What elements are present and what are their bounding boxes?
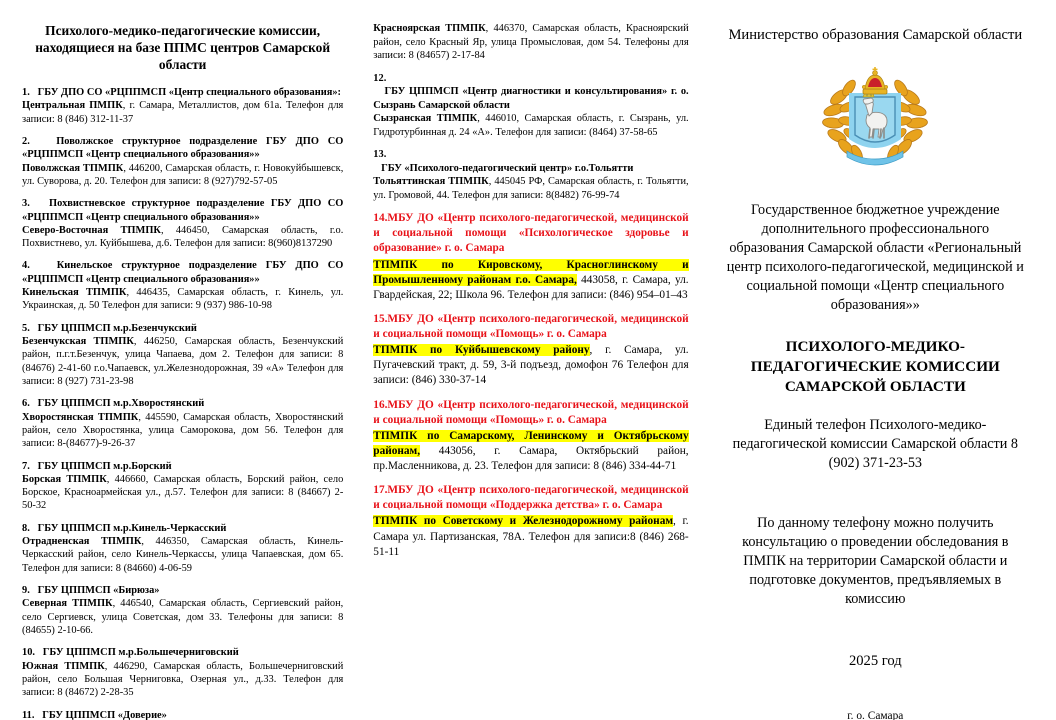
- middle-entry-list: [373, 72, 688, 560]
- pmpk-address-text: , 446200, Самарская область, г. Новокуйбышевск, ул. Суворова, д. 20. Телефон для записи: 8 (927)792-57-05: [22, 162, 344, 187]
- pmpk-address-text: , 446660, Самарская область, Борский район, село Борское, Красноармейская ул., д.57. Телефон для записи: 8 (84667) 2-50-32: [22, 473, 344, 512]
- pmpk-heading: ПСИХОЛОГО-МЕДИКО-ПЕДАГОГИЧЕСКИЕ КОМИССИИ САМАРСКОЙ ОБЛАСТИ: [750, 338, 1000, 395]
- pmpk-entry: [22, 522, 343, 575]
- imperial-crown: [863, 67, 889, 94]
- entry-address: [22, 473, 343, 513]
- pmpk-name: Борская ТПМПК: [22, 473, 107, 485]
- pmpk-address: , 446370, Самарская область, Красноярский район, село Красный Яр, улица Промысловая, дом 54. Телефоны для записи: 8 (84657) 2-17-84: [373, 23, 689, 62]
- brochure-title: Психолого-медико-педагогические комиссии, находящиеся на базе ППМС центров Самарской области: [35, 23, 331, 73]
- entry-organization: 11. ГБУ ЦППМСП «Доверие»: [22, 709, 167, 720]
- pmpk-entry: [373, 398, 688, 475]
- entry-continuation: [373, 22, 688, 63]
- entry-organization-text: МБУ ДО «Центр психолого-педагогической, медицинской и социальной помощи «Психологическое здоровье и образование» г. о. Самара: [373, 212, 689, 255]
- highlighted-pmpk-name: ТПМПК по Куйбышевскому району: [373, 344, 590, 357]
- pmpk-entry: [22, 135, 343, 188]
- right-column: [699, 22, 1048, 720]
- entry-address: [22, 535, 343, 575]
- pmpk-entry: [373, 211, 688, 303]
- entry-number: 13.: [373, 149, 387, 161]
- highlighted-pmpk-name: ТПМПК по Кировскому, Красноглинскому и Промышленному районам г.о. Самара,: [373, 258, 689, 286]
- entry-organization: 5. ГБУ ЦППМСП м.р.Безенчукский: [22, 322, 197, 334]
- entry-organization-text: ГБУ ЦППМСП «Центр диагностики и консультирования» г. о. Сызрань Самарской области: [373, 86, 689, 111]
- institution-name: Государственное бюджетное учреждение дополнительного профессионального образования Самарской области «Региональный центр психолого-педагогической, медицинской и социальной помощи «Центр специального образования»»: [726, 201, 1024, 314]
- entry-address: [22, 335, 343, 388]
- entry-number: 14.: [373, 212, 388, 225]
- pmpk-name: Отрадненская ТПМПК: [22, 536, 142, 548]
- entry-number: 4.: [22, 260, 30, 272]
- samara-oblast-coat-of-arms-icon: [819, 63, 931, 175]
- pmpk-entry: [22, 259, 343, 312]
- pmpk-entry: [22, 584, 343, 637]
- pmpk-name: Северо-Восточная ТПМПК: [22, 224, 161, 236]
- highlighted-pmpk-name: ТПМПК по Советскому и Железнодорожному районам: [373, 515, 674, 528]
- pmpk-name: Хворостянская ТПМПК: [22, 411, 139, 423]
- entry-address: [22, 411, 343, 451]
- entry-organization: 8. ГБУ ЦППМСП м.р.Кинель-Черкасский: [22, 522, 227, 534]
- pmpk-name: Северная ТПМПК: [22, 598, 113, 610]
- middle-column: [353, 22, 698, 720]
- entry-number: 1.: [22, 87, 30, 99]
- pmpk-name: Красноярская ТПМПК: [373, 23, 486, 34]
- entry-organization: 7. ГБУ ЦППМСП м.р.Борский: [22, 460, 172, 472]
- pmpk-name: Тольяттинская ТПМПК: [373, 176, 489, 188]
- pmpk-address-text: 443056, г. Самара, Октябрьский район, пр.Масленникова, д. 23. Телефон для записи: 8 (846) 334-44-71: [373, 444, 689, 473]
- city-label: г. о. Самара: [847, 709, 904, 720]
- pmpk-address-text: , 445045 РФ, Самарская область, г. Тольятти, ул. Громовой, 44. Телефон для записи: 8(8482) 76-99-74: [373, 176, 689, 201]
- pmpk-address-text: , 446290, Самарская область, Большечерниговский район, село Большая Черниговка, Озерная ул., д.33. Телефон для записи: 8 (84672) 2-28-35: [22, 660, 344, 699]
- pmpk-name: Южная ТПМПК: [22, 660, 105, 672]
- pmpk-address-text: , г. Самара, Металлистов, дом 61а. Телефон для записи: 8 (846) 312-11-37: [22, 100, 344, 125]
- pmpk-name: Центральная ПМПК: [22, 100, 123, 112]
- highlighted-pmpk-name: ТПМПК по Самарскому, Ленинскому и Октябрьскому районам,: [373, 429, 689, 457]
- left-entry-list: [22, 86, 343, 720]
- entry-organization: 6. ГБУ ЦППМСП м.р.Хворостянский: [22, 398, 205, 410]
- entry-organization: 2. Поволжское структурное подразделение ГБУ ДПО СО «РЦППМСП «Центр специального образования»»: [22, 135, 344, 161]
- entry-address: [22, 99, 343, 126]
- entry-organization: [373, 483, 688, 513]
- consultation-text: По данному телефону можно получить консультацию о проведении обследования в ПМПК на территории Самарской области и подготовке документов, предъявляемых в комиссию: [742, 514, 1009, 607]
- entry-address: [22, 597, 343, 637]
- entry-number: 16.: [373, 398, 388, 411]
- pmpk-entry: [22, 646, 343, 699]
- pmpk-name: Сызранская ТПМПК: [373, 113, 478, 125]
- pmpk-address-text: , 446450, Самарская область, г.о. Похвистнево, ул. Куйбышева, д.6. Телефон для записи: 8(960)8137290: [22, 224, 344, 250]
- entry-organization: [373, 398, 688, 428]
- entry-number: 11.: [22, 709, 35, 720]
- entry-organization: [373, 148, 688, 175]
- entry-organization: 9. ГБУ ЦППМСП «Бирюза»: [22, 585, 160, 597]
- entry-number: 17.: [373, 484, 388, 497]
- entry-address: [22, 162, 343, 189]
- entry-number: 2.: [22, 135, 30, 147]
- pmpk-entry: [373, 72, 688, 140]
- entry-organization-text: ГБУ «Психолого-педагогический центр» г.о.Тольятти: [373, 162, 634, 174]
- pmpk-name: Кинельская ТПМПК: [22, 287, 127, 299]
- entry-organization: 10. ГБУ ЦППМСП м.р.Большечерниговский: [22, 647, 239, 659]
- entry-address: [373, 112, 688, 139]
- entry-address: [22, 286, 343, 313]
- entry-organization-text: МБУ ДО «Центр психолого-педагогической, медицинской и социальной помощи «Поддержка детства» г. о. Самара: [373, 484, 689, 512]
- entry-organization-text: МБУ ДО «Центр психолого-педагогической, медицинской и социальной помощи «Помощь» г. о. Самара: [373, 312, 689, 341]
- entry-number: 5.: [22, 322, 30, 334]
- pmpk-entry: [22, 322, 343, 389]
- entry-organization: [373, 211, 688, 256]
- pmpk-entry: [22, 709, 343, 720]
- pmpk-address-text: , 445590, Самарская область, Хворостянский район, село Хворостянка, улица Саморокова, дом 56. Телефон для записи: 8-(84677)-9-26-37: [22, 411, 344, 450]
- pmpk-entry: [373, 148, 688, 202]
- entry-address: [373, 175, 688, 202]
- single-phone-text: Единый телефон Психолого-медико-педагогической комиссии Самарской области 8 (902) 371-23-53: [732, 417, 1018, 472]
- entry-address: [373, 343, 688, 388]
- entry-organization: [373, 72, 688, 113]
- entry-number: 10.: [22, 647, 35, 659]
- pmpk-entry: [22, 460, 343, 513]
- left-column: [8, 22, 353, 720]
- entry-organization-text: МБУ ДО «Центр психолого-педагогической, медицинской и социальной помощи «Помощь» г. о. Самара: [373, 398, 689, 426]
- entry-organization: [373, 312, 688, 342]
- pmpk-entry: [373, 483, 688, 560]
- entry-address: [373, 258, 688, 303]
- pmpk-address-text: , 446540, Самарская область, Сергиевский район, село Сергиевск, улица Советская, дом 33. Телефоны для записи: 8 (84655) 2-10-66.: [22, 598, 344, 636]
- pmpk-address-text: , 446250, Самарская область, Безенчукский район, п.г.т.Безенчук, улица Чапаева, дом 2. Телефон для записи: 8 (84676) 2-41-60 г.о.Чапаевск, ул.Железнодорожная, 39 «А» Телефон для записи: 8 (927) 731-23-98: [22, 336, 344, 387]
- entry-address: [373, 429, 688, 474]
- pmpk-name: Безенчукская ТПМПК: [22, 336, 134, 348]
- pmpk-address-text: , г. Самара, ул. Пугачевский тракт, д. 59, 3-й подъезд, домофон 76 Телефон для записи: (846) 330-37-14: [373, 344, 689, 387]
- entry-organization: 3. Похвистневское структурное подразделение ГБУ ДПО СО «РЦППМСП «Центр специального образования»»: [22, 198, 344, 223]
- pmpk-entry: [22, 86, 343, 126]
- pmpk-entry: [22, 197, 343, 250]
- pmpk-address-text: , 446350, Самарская область, Кинель-Черкасский район, село Кинель-Черкассы, улица Чапаевская, дом 65. Телефон для записи: 8 (84660) 4-06-59: [22, 536, 344, 574]
- entry-organization: 1. ГБУ ДПО СО «РЦППМСП «Центр специального образования»:: [22, 87, 341, 99]
- entry-address: [373, 514, 688, 559]
- year-label: 2025 год: [848, 652, 902, 669]
- entry-number: 8.: [22, 522, 30, 534]
- entry-number: 6.: [22, 398, 30, 410]
- entry-organization: 4. Кинельское структурное подразделение ГБУ ДПО СО «РЦППМСП «Центр специального образования»»: [22, 260, 344, 285]
- entry-number: 12.: [373, 72, 387, 84]
- pmpk-address-text: 443058, г. Самара, ул. Гвардейская, 22; Школа 96. Телефон для записи: (846) 954–01–43: [373, 273, 689, 301]
- pmpk-name: Поволжская ТПМПК: [22, 162, 124, 174]
- pmpk-address-text: , г. Самара ул. Партизанская, 78А. Телефон для записи:8 (846) 268-51-11: [373, 515, 689, 558]
- pmpk-address-text: , 446010, Самарская область, г. Сызрань, ул. Гидротурбинная д. 24 «А». Телефон для записи: (8464) 37-58-65: [373, 113, 689, 138]
- entry-address: [22, 660, 343, 700]
- pmpk-entry: [22, 397, 343, 450]
- entry-number: 9.: [22, 585, 30, 597]
- pmpk-address-text: , 446435, Самарская область, г. Кинель, ул. Украинская, д. 50 Телефон для записи: 9 (937) 986-10-98: [22, 287, 344, 312]
- entry-number: 15.: [373, 312, 388, 325]
- entry-address: [22, 224, 343, 251]
- entry-number: 7.: [22, 460, 30, 472]
- ministry-title: Министерство образования Самарской области: [728, 27, 1023, 43]
- entry-number: 3.: [22, 198, 30, 210]
- pmpk-entry: [373, 312, 688, 389]
